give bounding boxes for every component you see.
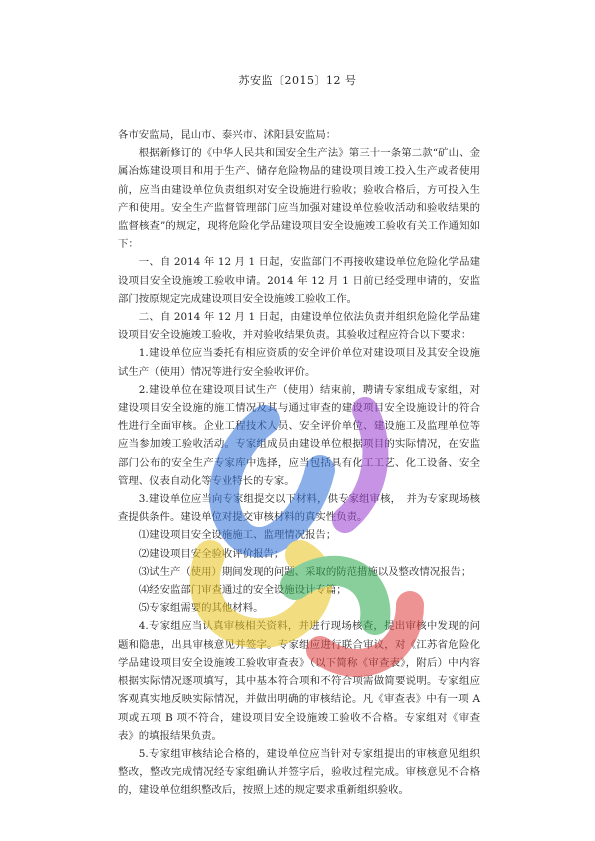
paragraph-item-5: 5.专家组审核结论合格的，建设单位应当针对专家组提出的审核意见组织整改，整改完成情况经专家组确认并签字后，验收过程完成。审核意见不合格的，建设单位组织整改后，按照上述的规定要求重新组织验收。 [118, 747, 480, 797]
addressee: 各市安监局，昆山市、泰兴市、沭阳县安监局： [118, 129, 337, 141]
document-number: 苏安监〔2015〕12 号 [238, 74, 357, 87]
material-item-4: ⑷经安监部门审查通过的安全设施设计专篇； [138, 584, 347, 597]
paragraph-section-1: 一、自 2014 年 12 月 1 日起，安监部门不再接收建设单位危险化学品建设项目安全设施竣工验收申请。2014 年 12 月 1 日前已经受理申请的，安监部门按原规定完成建设项目安全设施竣工验收工作。 [118, 256, 480, 305]
material-item-5: ⑸专家组需要的其他材料。 [138, 602, 264, 615]
paragraph-item-4: 4.专家组应当认真审核相关资料，并进行现场核查，提出审核中发现的问题和隐患，出具审核意见并签字。专家组应进行联合审议，对《江苏省危险化学品建设项目安全设施竣工验收审查表》（以下简称《审查表》，附后）中内容根据实际情况逐项填写，其中基本符合项和不符合项需做简要说明。专家组应客观真实地反映实际情况，并做出明确的审核结论。凡《审查表》中有一项 A 项或五项 B 项不符合，建设项目安全设施竣工验收不合格。专家组对《审查表》的填报结果负责。 [118, 620, 480, 742]
paragraph-item-1: 1.建设单位应当委托有相应资质的安全评价单位对建设项目及其安全设施试生产（使用）情况等进行安全验收评价。 [118, 347, 480, 378]
document-body [118, 126, 480, 800]
material-item-1: ⑴建设项目安全设施施工、监理情况报告； [138, 529, 337, 542]
paragraph-item-3: 3.建设单位应当向专家组提交以下材料，供专家组审核， 并为专家现场核查提供条件。建设单位对提交审核材料的真实性负责。 [118, 493, 480, 524]
material-item-3: ⑶试生产（使用）期间发现的问题、采取的防范措施以及整改情况报告； [138, 565, 472, 578]
material-item-2: ⑵建设项目安全验收评价报告； [138, 547, 285, 560]
paragraph-section-2: 二、自 2014 年 12 月 1 日起，由建设单位依法负责并组织危险化学品建设项目安全设施竣工验收，并对验收结果负责。其验收过程应符合以下要求： [118, 311, 480, 342]
paragraph-intro: 根据新修订的《中华人民共和国安全生产法》第三十一条第二款“矿山、金属冶炼建设项目和用于生产、储存危险物品的建设项目竣工投入生产或者使用前，应当由建设单位负责组织对安全设施进行验收；验收合格后，方可投入生产和使用。安全生产监督管理部门应当加强对建设单位验收活动和验收结果的监督核查”的规定，现将危险化学品建设项目安全设施竣工验收有关工作通知如下： [118, 147, 480, 251]
paragraph-item-2: 2.建设单位在建设项目试生产（使用）结束前，聘请专家组成专家组，对建设项目安全设施的施工情况及其与通过审查的建设项目安全设施设计的符合性进行全面审核。企业工程技术人员、安全评价单位、建设施工及监理单位等应当参加竣工验收活动。专家组成员由建设单位根据项目的实际情况，在安监部门公布的安全生产专家库中选择，应当包括具有化工工艺、化工设备、安全管理、仪表自动化等专业特长的专家。 [118, 383, 480, 487]
